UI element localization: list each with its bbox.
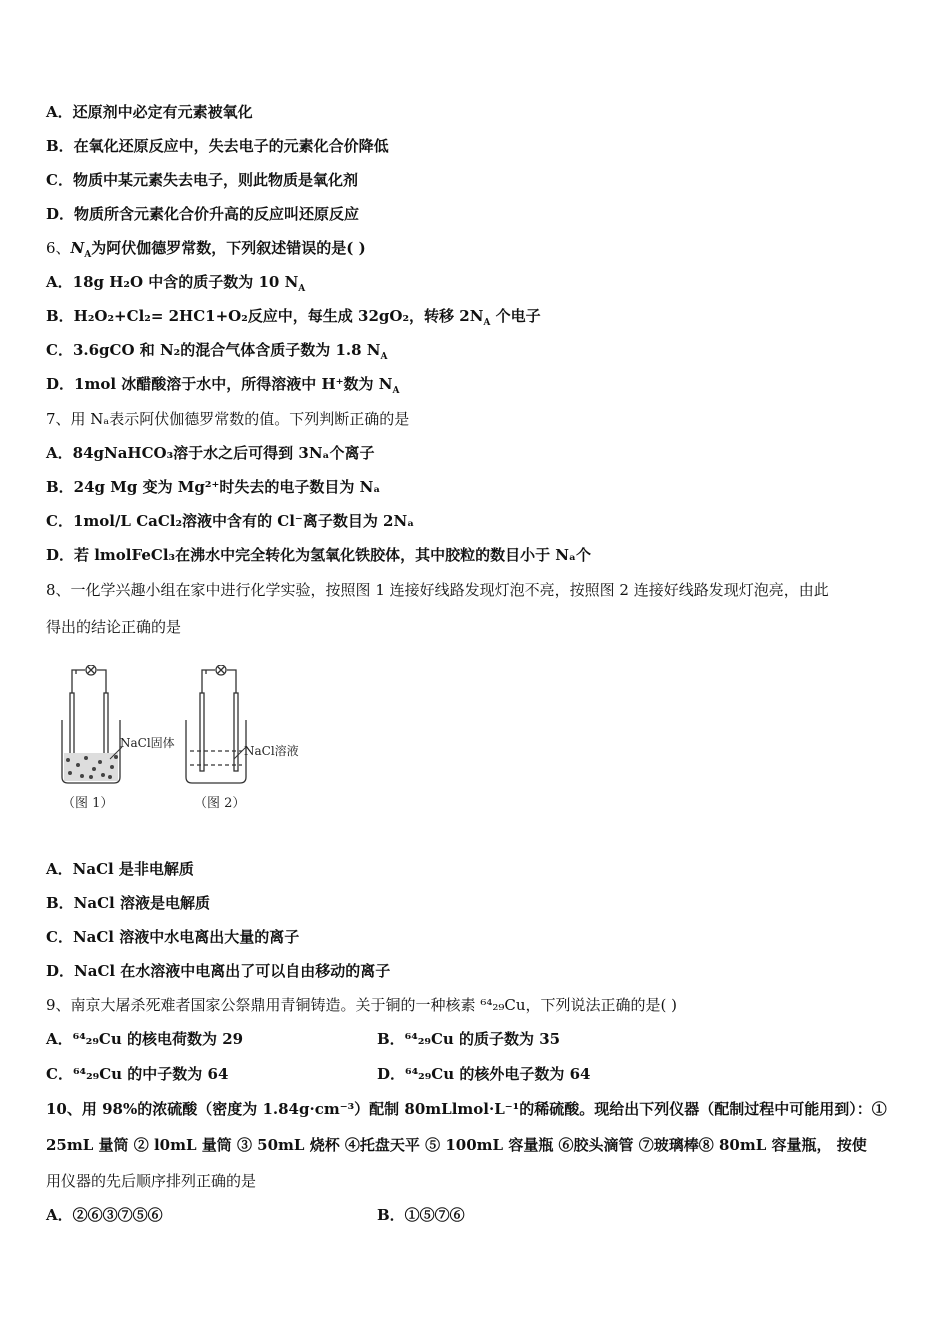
q10-option-b: B．①⑤⑦⑥ — [377, 1206, 465, 1224]
q9-stem: 9、南京大屠杀死难者国家公祭鼎用青铜铸造。关于铜的一种核素 ⁶⁴₂₉Cu，下列说法正确的是( ) — [46, 996, 677, 1014]
q10-stem-line2: 25mL 量筒 ② l0mL 量筒 ③ 50mL 烧杯 ④托盘天平 ⑤ 100mL 容量瓶 ⑥胶头滴管 ⑦玻璃棒⑧ 80mL 容量瓶， 按使 — [46, 1136, 867, 1154]
q6-number: 6、 — [46, 239, 71, 257]
figure1-label: NaCl固体 — [120, 736, 175, 750]
q8-stem-line2: 得出的结论正确的是 — [46, 618, 182, 636]
figure1-salt-solid — [64, 753, 118, 781]
q6-option-d-sub: A — [392, 386, 400, 396]
q6-option-a-sub: A — [298, 284, 306, 294]
q10-stem-line3: 用仪器的先后顺序排列正确的是 — [46, 1172, 257, 1190]
figure2-label: NaCl溶液 — [244, 744, 299, 758]
q9-option-b: B．⁶⁴₂₉Cu 的质子数为 35 — [377, 1030, 561, 1048]
q6-option-c-text: C．3.6gCO 和 N₂的混合气体含质子数为 1.8 N — [46, 341, 381, 359]
q6-option-d — [46, 374, 399, 401]
q6-option-a — [46, 272, 305, 299]
q6-option-b-text: B．H₂O₂+Cl₂= 2HC1+O₂反应中，每生成 32gO₂，转移 2N — [46, 307, 484, 325]
q9-option-a: A．⁶⁴₂₉Cu 的核电荷数为 29 — [46, 1030, 244, 1048]
q6-option-b — [46, 306, 541, 333]
q8-stem-line1: 8、一化学兴趣小组在家中进行化学实验，按照图 1 连接好线路发现灯泡不亮，按照图 2 连接好线路发现灯泡亮，由此 — [46, 581, 829, 599]
q5-option-d: D．物质所含元素化合价升高的反应叫还原反应 — [46, 205, 360, 223]
q6-option-b-tail: 个电子 — [490, 307, 541, 325]
q8-option-b: B．NaCl 溶液是电解质 — [46, 894, 210, 912]
q6-na-subscript: A — [84, 250, 92, 260]
conductivity-diagram — [58, 665, 318, 820]
q8-option-d: D．NaCl 在水溶液中电离出了可以自由移动的离子 — [46, 962, 391, 980]
q10-option-a: A．②⑥③⑦⑤⑥ — [46, 1206, 163, 1224]
q6-option-c-sub: A — [380, 352, 388, 362]
q8-option-c: C．NaCl 溶液中水电离出大量的离子 — [46, 928, 300, 946]
q5-option-c: C．物质中某元素失去电子，则此物质是氧化剂 — [46, 171, 358, 189]
q5-option-a: A．还原剂中必定有元素被氧化 — [46, 103, 253, 121]
q7-option-a: A．84gNaHCO₃溶于水之后可得到 3Nₐ个离子 — [46, 444, 375, 462]
q9-option-d: D．⁶⁴₂₉Cu 的核外电子数为 64 — [377, 1065, 591, 1083]
q7-option-b: B．24g Mg 变为 Mg²⁺时失去的电子数目为 Nₐ — [46, 478, 381, 496]
q6-option-c — [46, 340, 388, 367]
q6-stem-text: 为阿伏伽德罗常数，下列叙述错误的是( ) — [91, 239, 366, 257]
q7-option-c: C．1mol/L CaCl₂溶液中含有的 Cl⁻离子数目为 2Nₐ — [46, 512, 415, 530]
q6-option-d-text: D．1mol 冰醋酸溶于水中，所得溶液中 H⁺数为 N — [46, 375, 393, 393]
q5-option-b: B．在氧化还原反应中，失去电子的元素化合价降低 — [46, 137, 389, 155]
q6-option-b-sub: A — [483, 318, 491, 328]
figure2-apparatus — [186, 665, 246, 783]
q6-stem — [46, 238, 366, 265]
figure1-caption: （图 1） — [62, 796, 114, 811]
q6-option-a-text: A．18g H₂O 中含的质子数为 10 N — [46, 273, 299, 291]
q10-stem-line1: 10、用 98%的浓硫酸（密度为 1.84g·cm⁻³）配制 80mLlmol·L⁻¹的稀硫酸。现给出下列仪器（配制过程中可能用到）：① — [46, 1100, 887, 1118]
q6-na-symbol: N — [70, 239, 85, 257]
figure2-caption: （图 2） — [194, 796, 246, 811]
q7-stem: 7、用 Nₐ表示阿伏伽德罗常数的值。下列判断正确的是 — [46, 410, 410, 428]
q7-option-d: D．若 lmolFeCl₃在沸水中完全转化为氢氧化铁胶体，其中胶粒的数目小于 Nₐ个 — [46, 546, 592, 564]
q8-option-a: A．NaCl 是非电解质 — [46, 860, 194, 878]
conductivity-figure — [58, 665, 318, 820]
q9-option-c: C．⁶⁴₂₉Cu 的中子数为 64 — [46, 1065, 229, 1083]
